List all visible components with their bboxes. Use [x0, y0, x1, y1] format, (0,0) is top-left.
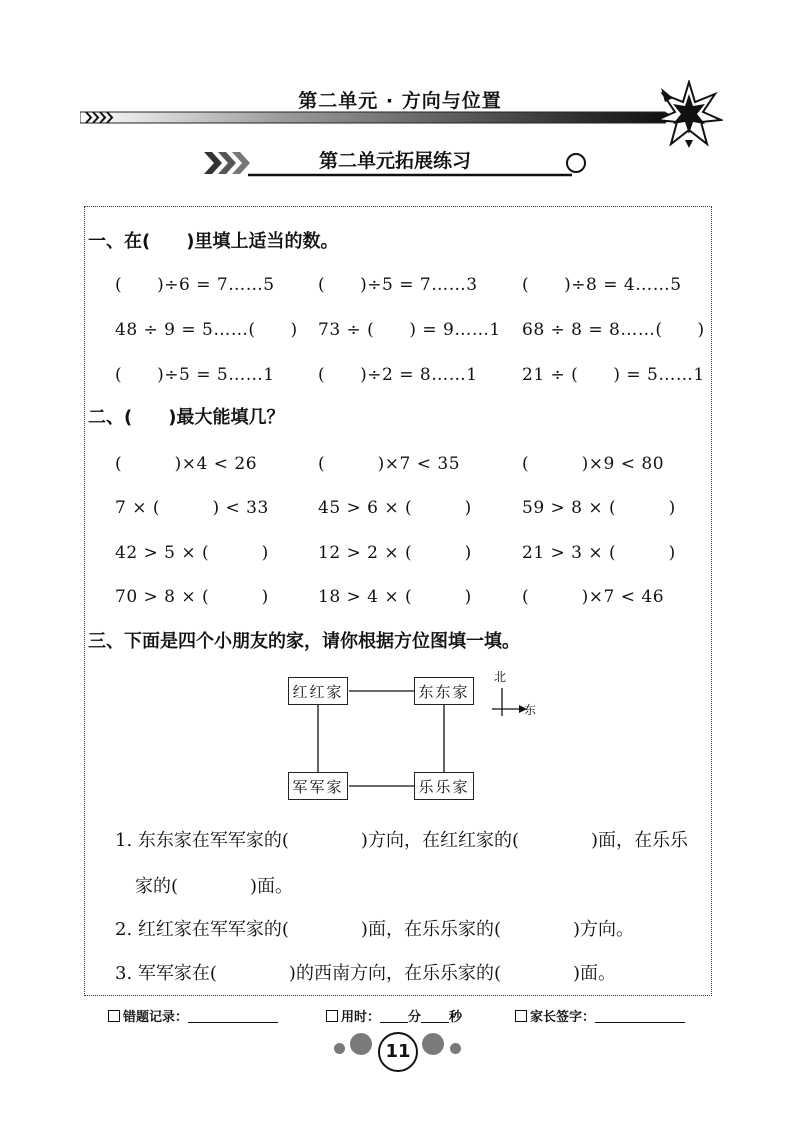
q1-blank[interactable]: 21 ÷ ( ) = 5……1: [522, 365, 705, 385]
error-record-line[interactable]: [188, 1010, 278, 1023]
q1-blank[interactable]: ( )÷6 = 7……5: [115, 275, 275, 295]
decor-dot: [450, 1043, 461, 1054]
header-bar: [80, 108, 680, 126]
q2-blank[interactable]: 21 > 3 × ( ): [522, 543, 676, 563]
section-title: 第二单元拓展练习: [318, 150, 471, 172]
parent-signature-line[interactable]: [595, 1010, 685, 1023]
seconds-line[interactable]: [421, 1010, 449, 1023]
q2-blank[interactable]: 12 > 2 × ( ): [318, 543, 472, 563]
q1-blank[interactable]: ( )÷5 = 7……3: [318, 275, 478, 295]
page-number: 11: [378, 1032, 418, 1072]
q1-blank[interactable]: 48 ÷ 9 = 5……( ): [115, 320, 298, 340]
q2-blank[interactable]: 70 > 8 × ( ): [115, 587, 269, 607]
q1-blank[interactable]: ( )÷5 = 5……1: [115, 365, 275, 385]
minutes-line[interactable]: [380, 1010, 408, 1023]
home-junjun: 军军家: [288, 772, 348, 800]
home-lele: 乐乐家: [414, 772, 474, 800]
parent-signature: [515, 1006, 685, 1025]
q1-heading: 一、在( )里填上适当的数。: [88, 231, 339, 252]
error-record-checkbox[interactable]: [108, 1010, 120, 1022]
error-record-label: 错题记录：: [123, 1010, 189, 1025]
q2-blank[interactable]: 18 > 4 × ( ): [318, 587, 472, 607]
parent-checkbox[interactable]: [515, 1010, 527, 1022]
error-record: [108, 1006, 278, 1025]
compass-east-label: 东: [524, 703, 537, 717]
q2-heading: 二、( )最大能填几？: [88, 407, 285, 428]
seconds-label: 秒: [449, 1010, 463, 1025]
home-dongdong: 东东家: [414, 677, 474, 705]
decor-dot: [422, 1033, 444, 1055]
star-ornament-icon: [655, 80, 723, 148]
minutes-label: 分: [408, 1010, 422, 1025]
q1-blank[interactable]: ( )÷8 = 4……5: [522, 275, 682, 295]
parent-label: 家长签字：: [530, 1010, 596, 1025]
time-label: 用时：: [341, 1010, 381, 1025]
q2-blank[interactable]: ( )×7 < 46: [522, 587, 665, 607]
q2-blank[interactable]: ( )×4 < 26: [115, 454, 258, 474]
decor-dot: [334, 1043, 345, 1054]
q3-item-3[interactable]: 3. 军军家在( )的西南方向，在乐乐家的( )面。: [115, 963, 616, 984]
compass-north-label: 北: [494, 670, 507, 684]
decor-dot: [350, 1033, 372, 1055]
direction-diagram: [287, 668, 537, 808]
unit-title: 第二单元 · 方向与位置: [298, 90, 502, 112]
q3-item-1[interactable]: 1. 东东家在军军家的( )方向，在红红家的( )面，在乐乐: [115, 830, 688, 851]
q2-blank[interactable]: ( )×7 < 35: [318, 454, 461, 474]
q2-blank[interactable]: 7 × ( ) < 33: [115, 498, 269, 518]
q1-blank[interactable]: 73 ÷ ( ) = 9……1: [318, 320, 501, 340]
q2-blank[interactable]: 45 > 6 × ( ): [318, 498, 472, 518]
time-checkbox[interactable]: [326, 1010, 338, 1022]
q2-blank[interactable]: 59 > 8 × ( ): [522, 498, 676, 518]
q3-item-2[interactable]: 2. 红红家在军军家的( )面，在乐乐家的( )方向。: [115, 919, 634, 940]
q1-blank[interactable]: 68 ÷ 8 = 8……( ): [522, 320, 705, 340]
home-honghong: 红红家: [288, 677, 348, 705]
q2-blank[interactable]: ( )×9 < 80: [522, 454, 665, 474]
q3-item-1-cont[interactable]: 家的( )面。: [135, 876, 294, 897]
q3-heading: 三、下面是四个小朋友的家，请你根据方位图填一填。: [88, 631, 520, 652]
q2-blank[interactable]: 42 > 5 × ( ): [115, 543, 269, 563]
time-used: [326, 1006, 462, 1025]
q1-blank[interactable]: ( )÷2 = 8……1: [318, 365, 478, 385]
